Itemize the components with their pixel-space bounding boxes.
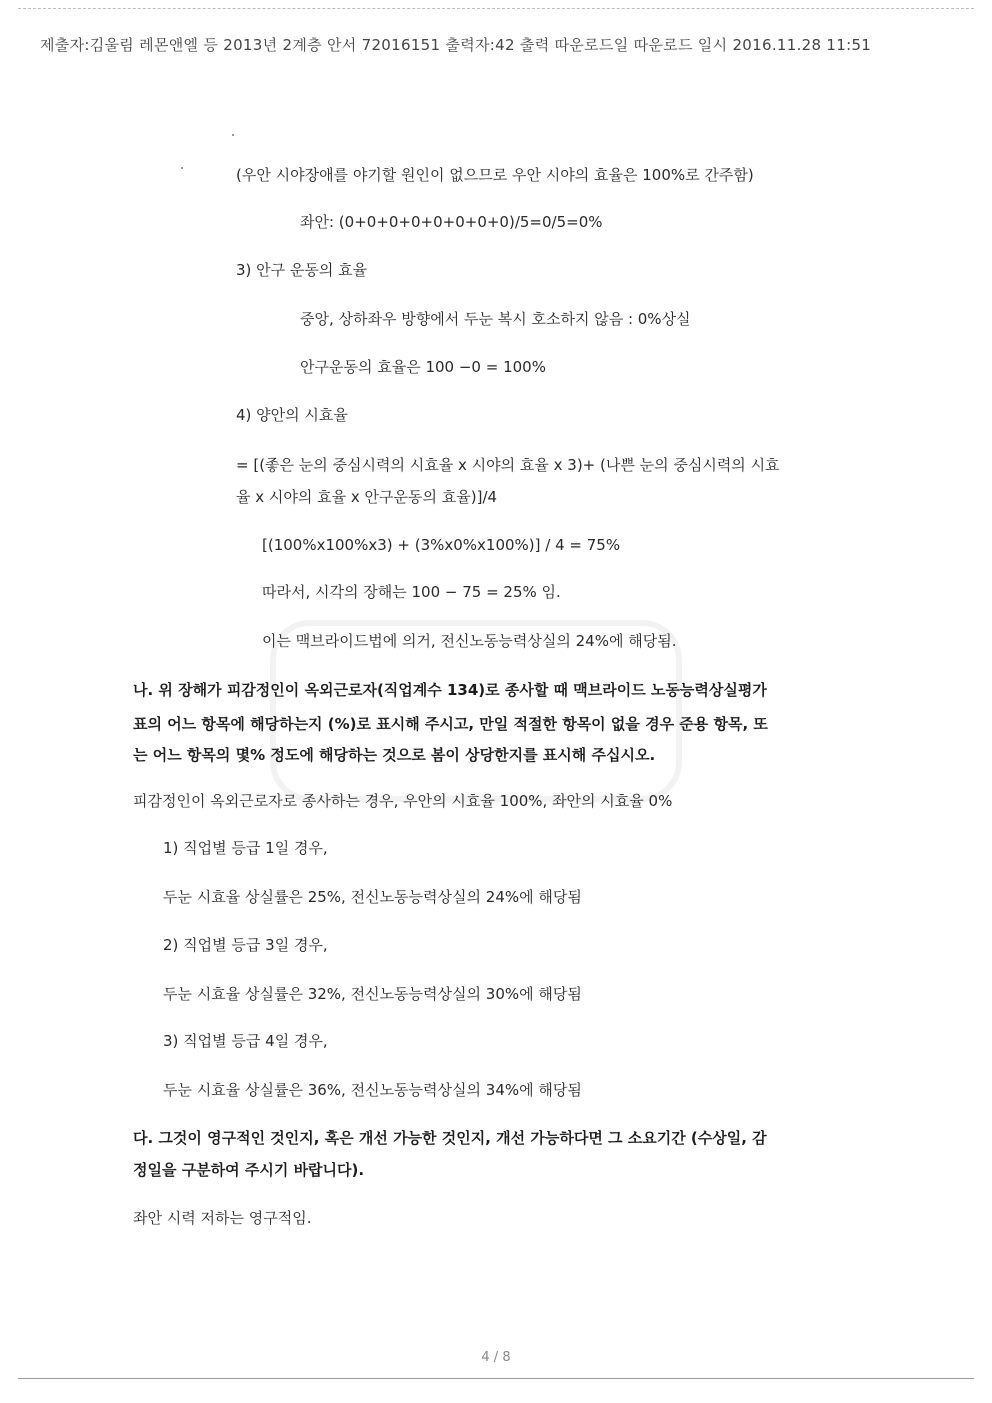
visual-impairment-result: 따라서, 시각의 장해는 100 − 75 = 25% 임. (262, 583, 561, 601)
page-number: 4 / 8 (481, 1350, 511, 1365)
grade-1-heading: 1) 직업별 등급 1일 경우, (163, 839, 328, 857)
left-eye-visual-field-calc: 좌안: (0+0+0+0+0+0+0+0)/5=0/5=0% (300, 213, 603, 231)
question-c-line-1: 다. 그것이 영구적인 것인지, 혹은 개선 가능한 것인지, 개선 가능하다면 그 소요기간 (수상일, 감 (133, 1129, 767, 1147)
grade-4-result: 두눈 시효율 상실률은 36%, 전신노동능력상실의 34%에 해당됨 (163, 1081, 582, 1099)
right-eye-note: (우안 시야장애를 야기할 원인이 없으므로 우안 시야의 효율은 100%로 간주함) (236, 166, 754, 184)
section-eye-movement-heading: 3) 안구 운동의 효율 (236, 261, 368, 279)
binocular-formula-line-1: = [(좋은 눈의 중심시력의 시효율 x 시야의 효율 x 3)+ (나쁜 눈의 중심시력의 시효 (236, 456, 780, 474)
question-b-line-3: 는 어느 항목의 몇% 정도에 해당하는 것으로 봄이 상당한지를 표시해 주십시오. (133, 746, 656, 764)
scan-speck (181, 167, 183, 169)
top-scan-rule (18, 8, 974, 9)
eye-movement-efficiency: 안구운동의 효율은 100 −0 = 100% (300, 358, 546, 376)
mcbride-result: 이는 맥브라이드법에 의거, 전신노동능력상실의 24%에 해당됨. (262, 632, 677, 650)
submission-stamp-header: 제출자:김울림 레몬앤엘 등 2013년 2계층 안서 72016151 출력자:42 출력 따운로드일 따운로드 일시 2016.11.28 11:51 (40, 36, 872, 54)
question-c-line-2: 정일을 구분하여 주시기 바랍니다). (133, 1161, 365, 1179)
diplopia-note: 중앙, 상하좌우 방향에서 두눈 복시 호소하지 않음 : 0%상실 (300, 310, 691, 328)
question-b-line-2: 표의 어느 항목에 해당하는지 (%)로 표시해 주시고, 만일 적절한 항목이 없을 경우 준용 항목, 또 (133, 715, 768, 733)
binocular-calc: [(100%x100%x3) + (3%x0%x100%)] / 4 = 75% (262, 536, 621, 554)
scan-speck (232, 134, 234, 136)
bottom-scan-rule (18, 1378, 974, 1379)
grade-3-heading: 2) 직업별 등급 3일 경우, (163, 936, 328, 954)
grade-4-heading: 3) 직업별 등급 4일 경우, (163, 1032, 328, 1050)
question-b-line-1: 나. 위 장해가 피감정인이 옥외근로자(직업계수 134)로 종사할 때 맥브라이드 노동능력상실평가 (133, 681, 767, 699)
grade-1-result: 두눈 시효율 상실률은 25%, 전신노동능력상실의 24%에 해당됨 (163, 888, 582, 906)
grade-3-result: 두눈 시효율 상실률은 32%, 전신노동능력상실의 30%에 해당됨 (163, 985, 582, 1003)
answer-b-intro: 피감정인이 옥외근로자로 종사하는 경우, 우안의 시효율 100%, 좌안의 시효율 0% (133, 792, 673, 810)
binocular-formula-line-2: 율 x 시야의 효율 x 안구운동의 효율)]/4 (236, 488, 498, 506)
answer-c: 좌안 시력 저하는 영구적임. (133, 1209, 312, 1227)
section-binocular-efficiency-heading: 4) 양안의 시효율 (236, 406, 348, 424)
